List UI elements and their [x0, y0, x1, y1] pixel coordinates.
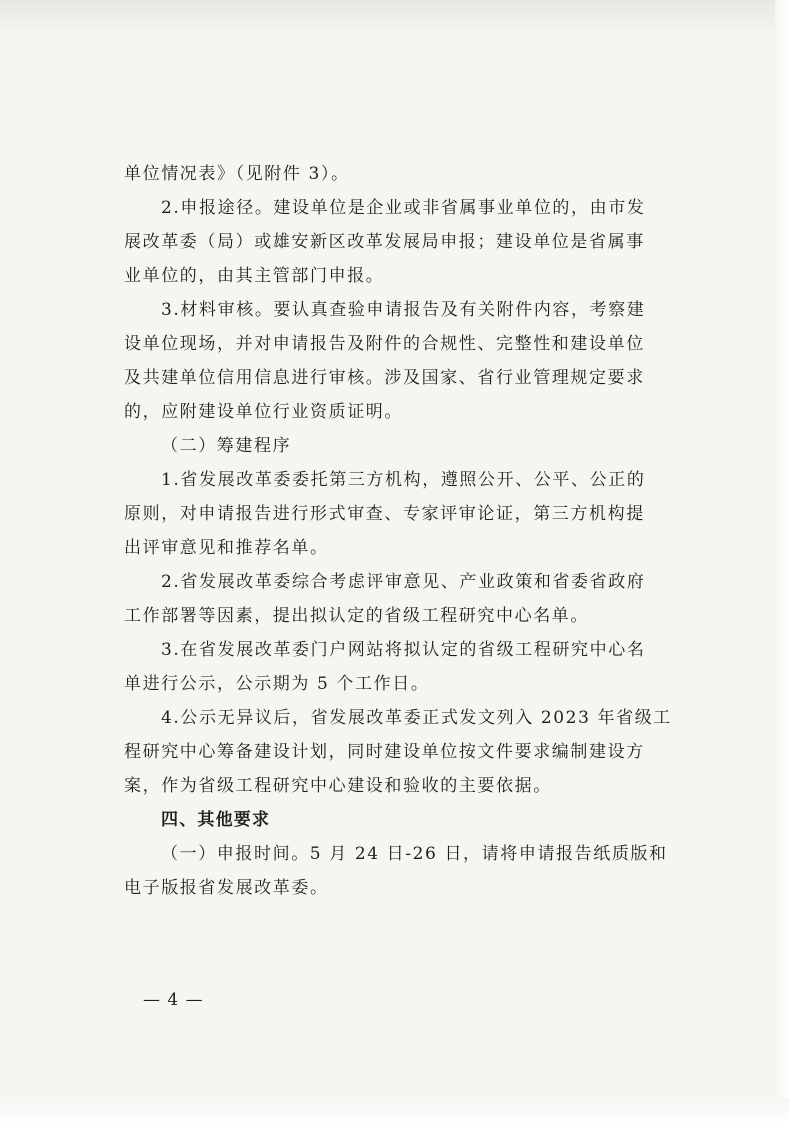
text-line: 的，应附建设单位行业资质证明。: [124, 402, 403, 422]
text-line: 设单位现场，并对申请报告及附件的合规性、完整性和建设单位: [124, 334, 645, 354]
item-application-time: （一）申报时间。5 月 24 日-26 日，请将申请报告纸质版和: [161, 844, 668, 864]
text-line: 工作部署等因素，提出拟认定的省级工程研究中心名单。: [124, 606, 589, 626]
item-application-route: 2.申报途径。建设单位是企业或非省属事业单位的，由市发: [161, 198, 646, 218]
subheading-preparation-procedure: （二）筹建程序: [161, 436, 292, 456]
text-line: 展改革委（局）或雄安新区改革发展局申报；建设单位是省属事: [124, 232, 645, 252]
text-line: 单位情况表》（见附件 3）。: [124, 164, 350, 184]
page-number: — 4 —: [143, 990, 204, 1010]
text-line: 案，作为省级工程研究中心建设和验收的主要依据。: [124, 776, 552, 796]
section-heading-other-requirements: 四、其他要求: [161, 810, 271, 830]
text-line: 业单位的，由其主管部门申报。: [124, 266, 385, 286]
text-line: 电子版报省发展改革委。: [124, 878, 329, 898]
procedure-step-1: 1.省发展改革委委托第三方机构，遵照公开、公平、公正的: [161, 470, 646, 490]
text-line: 单进行公示，公示期为 5 个工作日。: [124, 674, 430, 694]
scan-shadow-top: [0, 0, 789, 34]
text-line: 程研究中心筹备建设计划，同时建设单位按文件要求编制建设方: [124, 742, 645, 762]
scan-shadow-bottom: [0, 1098, 789, 1123]
item-material-review: 3.材料审核。要认真查验申请报告及有关附件内容，考察建: [161, 300, 646, 320]
text-line: 出评审意见和推荐名单。: [124, 538, 329, 558]
text-line: 及共建单位信用信息进行审核。涉及国家、省行业管理规定要求: [124, 368, 645, 388]
document-body: [124, 157, 684, 905]
procedure-step-4: 4.公示无异议后，省发展改革委正式发文列入 2023 年省级工: [161, 708, 672, 728]
scan-shadow-right: [775, 0, 789, 1123]
text-line: 原则，对申请报告进行形式审查、专家评审论证，第三方机构提: [124, 504, 645, 524]
procedure-step-3: 3.在省发展改革委门户网站将拟认定的省级工程研究中心名: [161, 640, 646, 660]
procedure-step-2: 2.省发展改革委综合考虑评审意见、产业政策和省委省政府: [161, 572, 646, 592]
